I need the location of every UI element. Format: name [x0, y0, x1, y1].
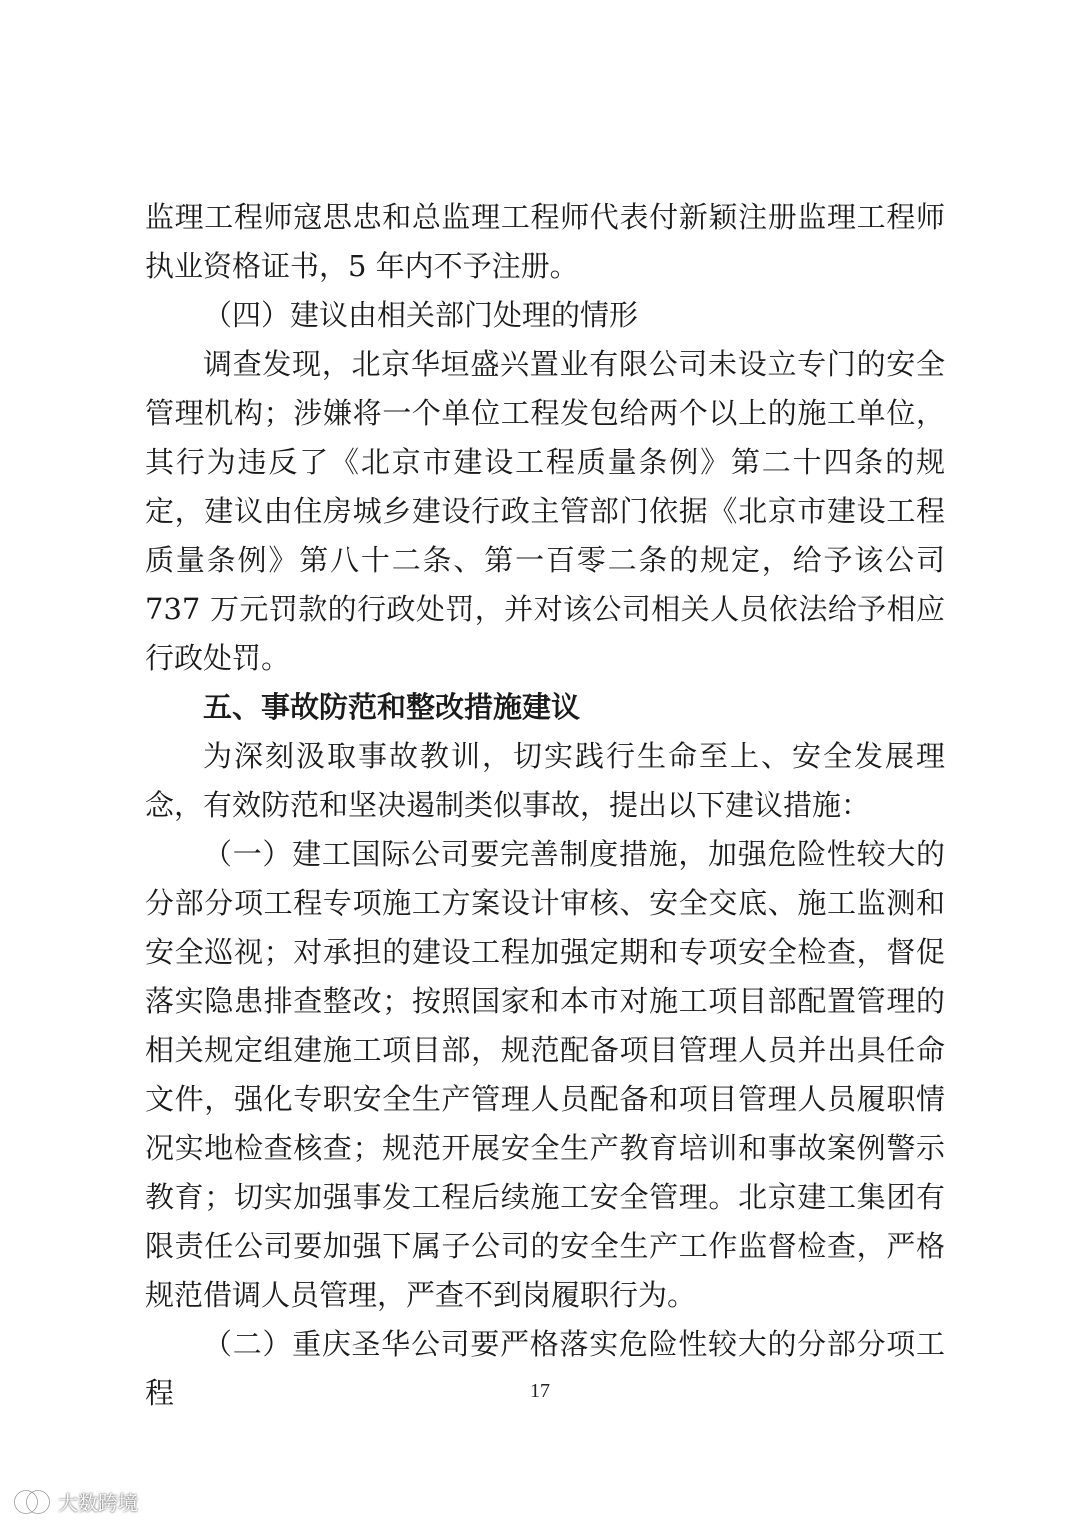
paragraph-2: （四）建议由相关部门处理的情形 [203, 298, 639, 332]
body-text [145, 193, 945, 1418]
paragraph-6: （二）重庆圣华公司要严格落实危险性较大的分部分项工程 [145, 1327, 945, 1410]
page-number: 17 [530, 1380, 550, 1402]
paragraph-5: （一）建工国际公司要完善制度措施，加强危险性较大的分部分项工程专项施工方案设计审核、安全交底、施工监测和安全巡视；对承担的建设工程加强定期和专项安全检查，督促落实隐患排查整改；按照国家和本市对施工项目部配置管理的相关规定组建施工项目部，规范配备项目管理人员并出具任命文件，强化专职安全生产管理人员配备和项目管理人员履职情况实地检查核查；规范开展安全生产教育培训和事故案例警示教育；切实加强事发工程后续施工安全管理。北京建工集团有限责任公司要加强下属子公司的安全生产工作监督检查，严格规范借调人员管理，严查不到岗履职行为。 [145, 837, 945, 1312]
paragraph-3: 调查发现，北京华垣盛兴置业有限公司未设立专门的安全管理机构；涉嫌将一个单位工程发包给两个以上的施工单位，其行为违反了《北京市建设工程质量条例》第二十四条的规定，建议由住房城乡建设行政主管部门依据《北京市建设工程质量条例》第八十二条、第一百零二条的规定，给予该公司 737 万元罚款的行政处罚，并对该公司相关人员依法给予相应行政处罚。 [145, 347, 945, 675]
paragraph-1: 监理工程师寇思忠和总监理工程师代表付新颖注册监理工程师执业资格证书，5 年内不予注册。 [145, 200, 945, 283]
watermark-text: 大数跨境 [58, 1491, 138, 1515]
watermark [12, 1487, 138, 1516]
paragraph-4: 为深刻汲取事故教训，切实践行生命至上、安全发展理念，有效防范和坚决遏制类似事故，提出以下建议措施： [145, 739, 945, 822]
watermark-logo-icon [12, 1488, 52, 1516]
section-heading: 五、事故防范和整改措施建议 [203, 690, 581, 724]
